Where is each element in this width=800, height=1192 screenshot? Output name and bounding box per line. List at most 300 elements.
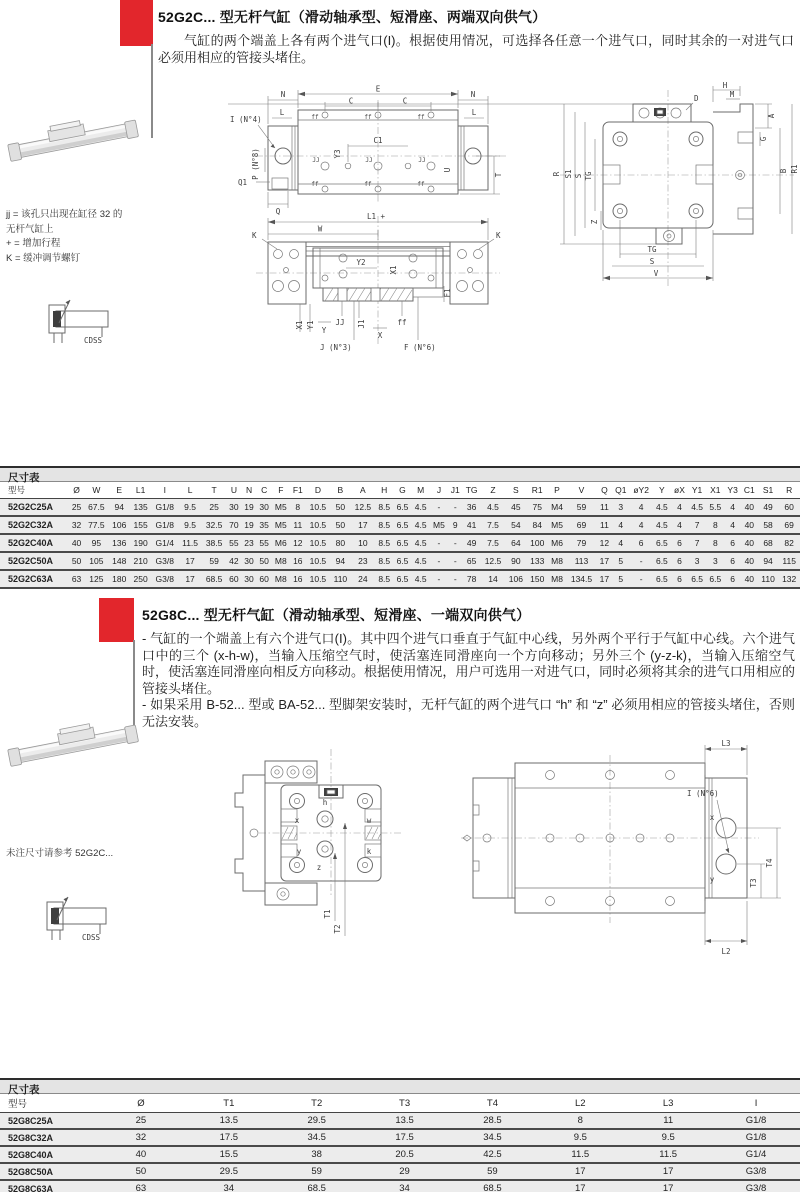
- q1-dim: Q1: [238, 178, 248, 187]
- value-cell: 6: [671, 534, 688, 552]
- value-cell: 14: [481, 570, 505, 588]
- value-cell: 16: [290, 552, 306, 570]
- ff-label: ff: [417, 114, 425, 121]
- value-cell: 41: [463, 516, 481, 534]
- value-cell: 11: [624, 1113, 712, 1130]
- column-header: V: [566, 482, 597, 499]
- r1-dim: R1: [790, 164, 799, 174]
- j1-dim: J1: [357, 319, 366, 329]
- value-cell: -: [448, 552, 462, 570]
- value-cell: 155: [130, 516, 151, 534]
- value-cell: 80: [330, 534, 351, 552]
- column-header: J: [430, 482, 448, 499]
- value-cell: 4: [671, 516, 688, 534]
- value-cell: -: [430, 499, 448, 517]
- value-cell: 19: [241, 516, 256, 534]
- column-header: T4: [449, 1094, 537, 1113]
- value-cell: 13.5: [185, 1113, 273, 1130]
- column-header: D: [306, 482, 330, 499]
- jj-label: JJ: [335, 318, 345, 327]
- value-cell: 4.5: [481, 499, 505, 517]
- value-cell: 12.5: [351, 499, 375, 517]
- value-cell: 17.5: [361, 1129, 449, 1146]
- value-cell: G1/8: [712, 1113, 800, 1130]
- value-cell: 17: [536, 1180, 624, 1192]
- value-cell: 17: [597, 570, 612, 588]
- model-cell: 52G8C63A: [0, 1180, 97, 1192]
- f1-dim: F1: [443, 288, 452, 298]
- value-cell: 58: [758, 516, 779, 534]
- value-cell: G1/4: [151, 534, 178, 552]
- column-header: Y3: [724, 482, 740, 499]
- column-header: P: [548, 482, 566, 499]
- value-cell: 148: [109, 552, 130, 570]
- value-cell: G3/8: [712, 1180, 800, 1192]
- value-cell: 40: [741, 534, 758, 552]
- value-cell: M5: [272, 516, 290, 534]
- value-cell: 11: [597, 499, 612, 517]
- value-cell: 65: [463, 552, 481, 570]
- value-cell: 6: [724, 534, 740, 552]
- rodless-cylinder-photo: [6, 110, 139, 161]
- value-cell: 60: [778, 499, 800, 517]
- table-row: [0, 552, 800, 570]
- column-header: Ø: [97, 1094, 185, 1113]
- r-dim: R: [552, 171, 561, 177]
- value-cell: 4: [724, 516, 740, 534]
- value-cell: 9.5: [178, 516, 202, 534]
- value-cell: 4.5: [412, 534, 430, 552]
- value-cell: -: [448, 534, 462, 552]
- value-cell: 17: [178, 552, 202, 570]
- column-header: I: [712, 1094, 800, 1113]
- value-cell: 10.5: [306, 552, 330, 570]
- value-cell: 17.5: [185, 1129, 273, 1146]
- l-dim: L: [471, 108, 477, 117]
- value-cell: G3/8: [151, 552, 178, 570]
- table-row: [0, 499, 800, 517]
- k-screw-label: K: [496, 231, 501, 240]
- value-cell: -: [430, 552, 448, 570]
- value-cell: 17: [536, 1163, 624, 1180]
- value-cell: 60: [226, 570, 241, 588]
- w-dim: W: [317, 224, 323, 234]
- column-header: L1: [130, 482, 151, 499]
- value-cell: 63: [97, 1180, 185, 1192]
- value-cell: 25: [97, 1113, 185, 1130]
- value-cell: 9.5: [624, 1129, 712, 1146]
- t4-dim: T4: [765, 858, 774, 868]
- c-dim: C: [348, 96, 354, 106]
- b-dim: B: [779, 168, 788, 174]
- value-cell: 10.5: [306, 534, 330, 552]
- value-cell: 34: [185, 1180, 273, 1192]
- value-cell: G1/8: [151, 499, 178, 517]
- value-cell: 59: [566, 499, 597, 517]
- model-cell: 52G2C63A: [0, 570, 69, 588]
- dimension-table-2: [0, 1094, 800, 1192]
- value-cell: 4: [630, 499, 653, 517]
- model-cell: 52G8C50A: [0, 1163, 97, 1180]
- value-cell: 28.5: [449, 1113, 537, 1130]
- dimension-table-2-wrap: [0, 1078, 800, 1192]
- value-cell: 9.5: [536, 1129, 624, 1146]
- column-header: A: [351, 482, 375, 499]
- column-header: Ø: [69, 482, 84, 499]
- value-cell: -: [430, 570, 448, 588]
- value-cell: 40: [69, 534, 84, 552]
- value-cell: 40: [741, 499, 758, 517]
- value-cell: 50: [330, 499, 351, 517]
- l-dim: L: [279, 108, 285, 117]
- value-cell: 6.5: [393, 552, 411, 570]
- value-cell: 250: [130, 570, 151, 588]
- column-header: C1: [741, 482, 758, 499]
- value-cell: 59: [202, 552, 226, 570]
- value-cell: 9.5: [178, 499, 202, 517]
- y2-dim: Y2: [356, 258, 366, 267]
- l3-dim: L3: [721, 739, 731, 748]
- column-header: F: [272, 482, 290, 499]
- value-cell: 30: [241, 552, 256, 570]
- value-cell: 8.5: [375, 534, 393, 552]
- value-cell: 55: [226, 534, 241, 552]
- value-cell: M5: [430, 516, 448, 534]
- value-cell: M6: [272, 534, 290, 552]
- value-cell: M8: [272, 552, 290, 570]
- column-header: Q: [597, 482, 612, 499]
- value-cell: 4.5: [688, 499, 706, 517]
- column-header: S1: [758, 482, 779, 499]
- value-cell: 135: [130, 499, 151, 517]
- value-cell: 6.5: [653, 570, 671, 588]
- value-cell: 4.5: [653, 499, 671, 517]
- value-cell: 40: [741, 570, 758, 588]
- value-cell: 4: [612, 534, 630, 552]
- column-header: T2: [273, 1094, 361, 1113]
- ff-label: ff: [364, 114, 372, 121]
- value-cell: 8: [706, 516, 724, 534]
- section2-accent-block: [99, 598, 134, 642]
- value-cell: 49: [463, 534, 481, 552]
- cdss-pictogram-2: [38, 890, 122, 946]
- value-cell: 69: [566, 516, 597, 534]
- section1-paragraph: 气缸的两个端盖上各有两个进气口(I)。根据使用情况，可选择各任意一个进气口，同时其余的一对进气口必须用相应的管接头堵住。: [158, 33, 794, 65]
- column-header: Z: [481, 482, 505, 499]
- y1-dim: Y1: [306, 320, 315, 330]
- value-cell: 68: [758, 534, 779, 552]
- y-dim: Y: [321, 326, 327, 335]
- value-cell: 8.5: [375, 570, 393, 588]
- value-cell: 5: [612, 570, 630, 588]
- value-cell: 60: [257, 570, 272, 588]
- section2-title: 52G8C... 型无杆气缸（滑动轴承型、短滑座、一端双向供气）: [142, 607, 531, 623]
- value-cell: 40: [741, 552, 758, 570]
- value-cell: 10.5: [306, 570, 330, 588]
- value-cell: 50: [330, 516, 351, 534]
- port-y-label: y: [296, 847, 302, 856]
- section2-paragraph-2: - 如果采用 B-52... 型或 BA-52... 型脚架安装时，无杆气缸的两个进气口 “h” 和 “z” 必须用相应的管接头堵住，否则无法安装。: [142, 697, 795, 729]
- x-dim: X: [377, 331, 383, 340]
- j-port-label: J (N°3): [320, 343, 352, 352]
- value-cell: -: [448, 570, 462, 588]
- section2-paragraph-1: - 气缸的一个端盖上有六个进气口(I)。其中四个进气口垂直于气缸中心线，另外两个平行于气缸中心线。六个进气口中的三个 (x-h-w)，当输入压缩空气时，使活塞连同滑座向一个方向移动；另外三个 (y-z-k)，当输入压缩空气时，使活塞连同滑座向相反方向移动。根据使用情况，用户可选用一对进气口，同时必须将其余的进气口用相应的管接头堵住。: [142, 631, 795, 696]
- value-cell: 7.5: [481, 534, 505, 552]
- value-cell: 15.5: [185, 1146, 273, 1163]
- ff-label: ff: [311, 114, 319, 121]
- column-header: øY2: [630, 482, 653, 499]
- value-cell: 69: [778, 516, 800, 534]
- model-cell: 52G8C25A: [0, 1113, 97, 1130]
- value-cell: 54: [505, 516, 526, 534]
- value-cell: 70: [226, 516, 241, 534]
- table-row: [0, 534, 800, 552]
- value-cell: 110: [758, 570, 779, 588]
- k-screw-label: K: [252, 231, 257, 240]
- ff-label: ff: [311, 181, 319, 188]
- top-view: [461, 739, 781, 956]
- value-cell: 77.5: [84, 516, 108, 534]
- value-cell: 32.5: [202, 516, 226, 534]
- value-cell: 29: [361, 1163, 449, 1180]
- technical-drawing-set-1: [228, 82, 800, 368]
- value-cell: 6: [724, 552, 740, 570]
- model-cell: 52G8C40A: [0, 1146, 97, 1163]
- value-cell: 11.5: [624, 1146, 712, 1163]
- cdss-label: CDSS: [82, 933, 101, 942]
- value-cell: 3: [706, 552, 724, 570]
- value-cell: 24: [351, 570, 375, 588]
- t1-dim: T1: [323, 909, 332, 919]
- i-port-label: I (N°4): [230, 115, 262, 124]
- product-photo-2: [5, 695, 143, 795]
- ff-label: ff: [417, 181, 425, 188]
- table2-title: 尺寸表: [0, 1078, 800, 1094]
- q-dim: Q: [275, 207, 281, 216]
- value-cell: 106: [505, 570, 526, 588]
- value-cell: M6: [548, 534, 566, 552]
- model-cell: 52G2C50A: [0, 552, 69, 570]
- value-cell: 5: [612, 552, 630, 570]
- column-header: L2: [536, 1094, 624, 1113]
- jj-label: JJ: [418, 157, 426, 164]
- value-cell: 133: [527, 552, 548, 570]
- value-cell: 50: [257, 552, 272, 570]
- value-cell: -: [430, 534, 448, 552]
- model-cell: 52G2C40A: [0, 534, 69, 552]
- model-cell: 52G2C32A: [0, 516, 69, 534]
- column-header: øX: [671, 482, 688, 499]
- value-cell: 8: [706, 534, 724, 552]
- value-cell: M5: [548, 516, 566, 534]
- tg-dim: TG: [584, 171, 593, 181]
- value-cell: 94: [330, 552, 351, 570]
- product-photo-1: [5, 90, 143, 190]
- value-cell: M5: [272, 499, 290, 517]
- value-cell: 25: [69, 499, 84, 517]
- value-cell: 38: [273, 1146, 361, 1163]
- s1-dim: S1: [564, 169, 573, 179]
- value-cell: 19: [241, 499, 256, 517]
- value-cell: 68.5: [273, 1180, 361, 1192]
- g-dim: G: [759, 136, 768, 142]
- model-column-header: 型号: [0, 482, 69, 499]
- section1-accent-block: [120, 0, 153, 46]
- value-cell: 6.5: [653, 534, 671, 552]
- table-row: [0, 1129, 800, 1146]
- z-dim: Z: [590, 219, 599, 225]
- value-cell: 6.5: [393, 516, 411, 534]
- value-cell: 50: [69, 552, 84, 570]
- value-cell: 42.5: [449, 1146, 537, 1163]
- value-cell: 6.5: [706, 570, 724, 588]
- value-cell: M4: [548, 499, 566, 517]
- value-cell: 115: [778, 552, 800, 570]
- dimension-table-1-wrap: [0, 466, 800, 589]
- column-header: E: [109, 482, 130, 499]
- table2-header-row: [0, 1094, 800, 1113]
- value-cell: 82: [778, 534, 800, 552]
- value-cell: 34: [361, 1180, 449, 1192]
- value-cell: 59: [273, 1163, 361, 1180]
- value-cell: 79: [566, 534, 597, 552]
- table-row: [0, 1163, 800, 1180]
- value-cell: 95: [84, 534, 108, 552]
- v-dim: V: [653, 269, 659, 278]
- column-header: T3: [361, 1094, 449, 1113]
- cdss-label: CDSS: [84, 336, 103, 345]
- note-line: 无杆气缸上: [6, 223, 54, 235]
- value-cell: 12.5: [481, 552, 505, 570]
- value-cell: 16: [290, 570, 306, 588]
- column-header: S: [505, 482, 526, 499]
- value-cell: -: [448, 499, 462, 517]
- e-dim: E: [375, 84, 381, 94]
- jj-label: JJ: [365, 157, 373, 164]
- a-dim: A: [767, 113, 776, 119]
- column-header: Q1: [612, 482, 630, 499]
- column-header: L: [178, 482, 202, 499]
- value-cell: G3/8: [712, 1163, 800, 1180]
- value-cell: 29.5: [185, 1163, 273, 1180]
- column-header: B: [330, 482, 351, 499]
- value-cell: 6: [724, 570, 740, 588]
- value-cell: 13.5: [361, 1113, 449, 1130]
- s-dim: S: [574, 173, 583, 179]
- column-header: W: [84, 482, 108, 499]
- column-header: R: [778, 482, 800, 499]
- end-view-ports: [235, 749, 403, 936]
- l1-dim: L1 +: [366, 212, 386, 221]
- value-cell: 106: [109, 516, 130, 534]
- value-cell: 5.5: [706, 499, 724, 517]
- y3-dim: Y3: [333, 149, 342, 159]
- column-header: T1: [185, 1094, 273, 1113]
- table-row: [0, 570, 800, 588]
- value-cell: 94: [109, 499, 130, 517]
- value-cell: 40: [97, 1146, 185, 1163]
- n-dim: N: [470, 90, 476, 99]
- column-header: X1: [706, 482, 724, 499]
- value-cell: 136: [109, 534, 130, 552]
- value-cell: 17: [624, 1180, 712, 1192]
- value-cell: 125: [84, 570, 108, 588]
- technical-drawing-set-2: [225, 733, 787, 973]
- value-cell: 4: [630, 516, 653, 534]
- value-cell: 4.5: [412, 499, 430, 517]
- value-cell: 64: [505, 534, 526, 552]
- value-cell: 132: [778, 570, 800, 588]
- value-cell: 42: [226, 552, 241, 570]
- value-cell: 4: [671, 499, 688, 517]
- value-cell: 10: [351, 534, 375, 552]
- t2-dim: T2: [333, 924, 342, 934]
- value-cell: 7: [688, 534, 706, 552]
- value-cell: G1/8: [151, 516, 178, 534]
- value-cell: 34.5: [449, 1129, 537, 1146]
- value-cell: 50: [97, 1163, 185, 1180]
- value-cell: 67.5: [84, 499, 108, 517]
- column-header: TG: [463, 482, 481, 499]
- tg-dim: TG: [647, 245, 657, 254]
- column-header: M: [412, 482, 430, 499]
- n-dim: N: [280, 90, 286, 99]
- port-x-label: x: [294, 816, 300, 825]
- rodless-cylinder-photo: [6, 715, 139, 766]
- value-cell: 6.5: [653, 552, 671, 570]
- value-cell: 6.5: [393, 499, 411, 517]
- l2-dim: L2: [721, 947, 731, 956]
- jj-label: JJ: [312, 157, 320, 164]
- value-cell: 134.5: [566, 570, 597, 588]
- table1-header-row: [0, 482, 800, 499]
- value-cell: 9: [448, 516, 462, 534]
- t3-dim: T3: [749, 878, 758, 888]
- value-cell: 10.5: [306, 499, 330, 517]
- f-thread-label: F (N°6): [404, 343, 436, 352]
- c1-dim: C1: [373, 136, 383, 145]
- column-header: N: [241, 482, 256, 499]
- value-cell: 12: [290, 534, 306, 552]
- value-cell: 7.5: [481, 516, 505, 534]
- value-cell: 105: [84, 552, 108, 570]
- value-cell: 32: [69, 516, 84, 534]
- value-cell: 4: [612, 516, 630, 534]
- value-cell: 30: [257, 499, 272, 517]
- ff-label: ff: [397, 318, 407, 327]
- value-cell: 17: [178, 570, 202, 588]
- value-cell: 8: [290, 499, 306, 517]
- value-cell: G3/8: [151, 570, 178, 588]
- column-header: C: [257, 482, 272, 499]
- value-cell: 150: [527, 570, 548, 588]
- value-cell: 55: [257, 534, 272, 552]
- value-cell: 17: [624, 1163, 712, 1180]
- column-header: R1: [527, 482, 548, 499]
- model-column-header: 型号: [0, 1094, 97, 1113]
- column-header: T: [202, 482, 226, 499]
- value-cell: 23: [241, 534, 256, 552]
- table-row: [0, 1113, 800, 1130]
- value-cell: 68.5: [202, 570, 226, 588]
- value-cell: G1/4: [712, 1146, 800, 1163]
- dimension-table-1: [0, 482, 800, 589]
- value-cell: 180: [109, 570, 130, 588]
- u-dim: U: [443, 167, 452, 173]
- cdss-pictogram-1: [40, 293, 124, 349]
- ff-label: ff: [364, 181, 372, 188]
- value-cell: 8.5: [375, 552, 393, 570]
